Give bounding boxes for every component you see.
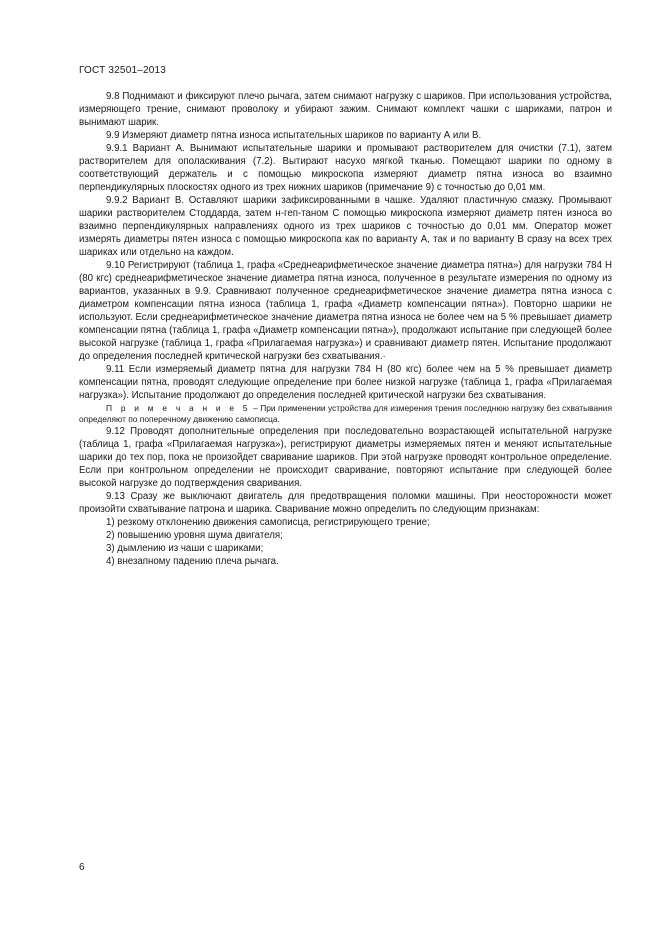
paragraph-9-11: 9.11 Если измеряемый диаметр пятна для нагрузки 784 Н (80 кгс) более чем на 5 % превышает диаметр компенсации пятна, проводят следующие определение при более низкой нагрузке (таблица 1, графа «Прилагаемая нагрузка»). Испытание продолжают до определения последней критической нагрузки без схватывания. [79,364,612,401]
paragraph-9-9: 9.9 Измеряют диаметр пятна износа испытательных шариков по варианту А или В. [106,130,482,141]
list-item: 4) внезапному падению плеча рычага. [106,556,279,567]
list-item: 2) повышению уровня шума двигателя; [106,530,283,541]
page-number: 6 [79,862,85,873]
paragraph-9-9-2: 9.9.2 Вариант В. Оставляют шарики зафиксированными в чашке. Удаляют пластичную смазку. Промывают шарики растворителем Стоддарда, затем н-геп-таном С помощью микроскопа измеряют диаметр пятен износа во взаимно перпендикулярных направлениях одного из трех шариков с точностью до 0,01 мм. Оператор может измерять диаметры пятен износа с помощью микроскопа как по варианту А, так и по варианту В сразу на всех трех шариках или отдельно на каждом. [79,195,612,258]
paragraph-9-8: 9.8 Поднимают и фиксируют плечо рычага, затем снимают нагрузку с шариков. При использования устройства, измеряющего трение, снимают проволоку и убирают зажим. Снимают комплект чашки с шариками, патрон и вынимают шарик. [79,91,612,128]
paragraph-9-13: 9.13 Сразу же выключают двигатель для предотвращения поломки машины. При неосторожности может произойти схватывание патрона и шарика. Сваривание можно определить по следующим признакам: [79,491,612,515]
list-item: 1) резкому отклонению движения самописца, регистрирующего трение; [106,517,430,528]
document-body [79,90,612,568]
paragraph-9-9-1: 9.9.1 Вариант А. Вынимают испытательные шарики и промывают растворителем для очистки (7.1), затем растворителем для ополаскивания (7.2). Вытирают насухо мягкой тканью. Помещают шарики по одному в соответствующий держатель и с помощью микроскопа измеряют диаметр пятна износа во взаимно перпендикулярных плоскостях одного из трех нижних шариков (примечание 9) с точностью до 0,01 мм. [79,143,612,193]
list-item: 3) дымлению из чаши с шариками; [106,543,264,554]
note-5 [79,403,612,425]
paragraph-9-12: 9.12 Проводят дополнительные определения при последовательно возрастающей испытательной нагрузке (таблица 1, графа «Прилагаемая нагрузка»), регистрируют диаметры измеряемых пятен и меняют испытательные шарики до тех пор, пока не произойдет сваривание шариков. При этой нагрузке проводят контрольное определение. Если при контрольном определении не происходит сваривание, повторяют испытание при следующей более высокой нагрузке до подтверждения сваривания. [79,426,612,489]
paragraph-9-10: 9.10 Регистрируют (таблица 1, графа «Среднеарифметическое значение диаметра пятна») для нагрузки 784 Н (80 кгс) среднеарифметическое значение диаметра пятна износа, полученное в результате измерения по одному из вариантов, указанных в 9.9. Сравнивают полученное среднеарифметическое значение диаметра пятна износа с диаметром компенсации пятна износа (таблица 1, графа «Диаметр компенсации пятна»). Повторно шарики не используют. Если среднеарифметическое значение диаметра пятна износа не более чем на 5 % превышает диаметр компенсации пятна (таблица 1, графа «Диаметр компенсации пятна»), продолжают испытание при следующей более высокой нагрузке (таблица 1, графа «Прилагаемая нагрузка») и сравнивают диаметр пятен. Испытание продолжают до определения последней критической нагрузки без схватывания.· [79,260,612,362]
standard-header: ГОСТ 32501–2013 [79,65,167,76]
note-label: П р и м е ч а н и е 5 [106,403,251,413]
note-text: – При применении устройства для измерения трения последнюю нагрузку без схватывания определяют по поперечному движению самописца. [79,403,612,424]
